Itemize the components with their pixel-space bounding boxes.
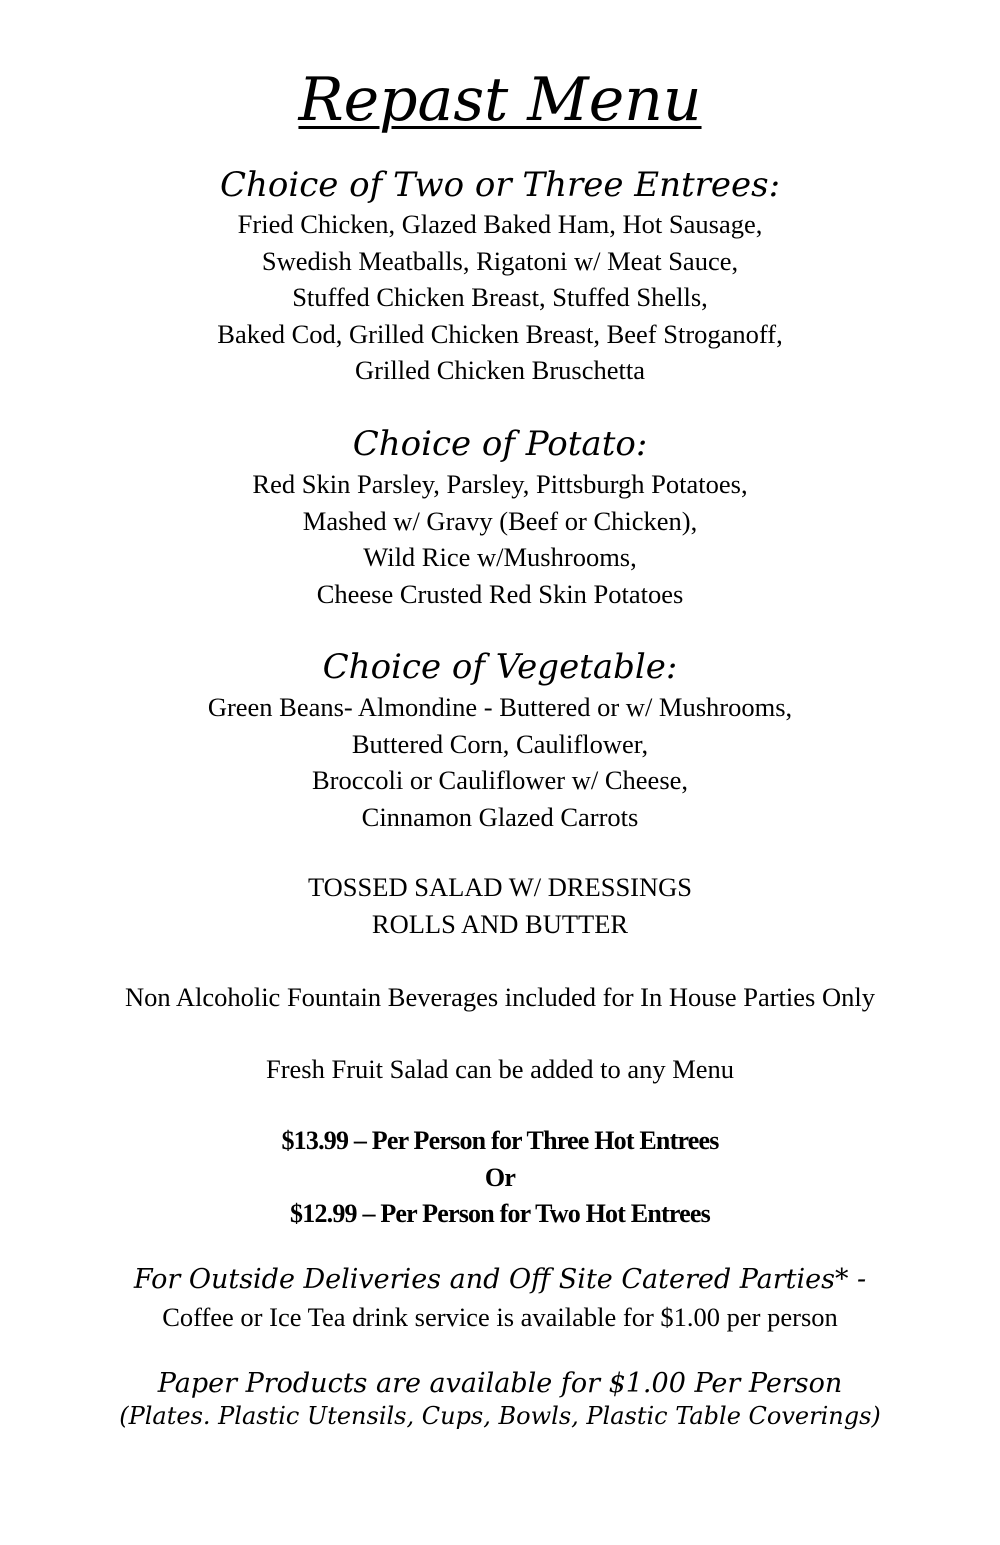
potato-line: Mashed w/ Gravy (Beef or Chicken), <box>302 505 698 536</box>
vegetable-line: Broccoli or Cauliflower w/ Cheese, <box>311 765 689 795</box>
potato-line: Red Skin Parsley, Parsley, Pittsburgh Potatoes, <box>252 469 748 499</box>
potato-heading: Choice of Potato: <box>352 424 648 464</box>
entrees-list <box>0 206 1000 389</box>
fruit-note: Fresh Fruit Salad can be added to any Menu <box>265 1054 735 1084</box>
price-or: Or <box>484 1163 516 1192</box>
paper-heading: Paper Products are available for $1.00 Per Person <box>157 1368 843 1399</box>
outside-heading: For Outside Deliveries and Off Site Catered Parties* - <box>133 1264 867 1295</box>
price-three-entrees: $13.99 – Per Person for Three Hot Entrees <box>281 1126 719 1155</box>
vegetable-line: Cinnamon Glazed Carrots <box>361 801 639 832</box>
outside-text: Coffee or Ice Tea drink service is available for $1.00 per person <box>162 1302 838 1332</box>
vegetable-line: Buttered Corn, Cauliflower, <box>351 728 649 759</box>
potato-list <box>0 466 1000 612</box>
extra-line: TOSSED SALAD W/ DRESSINGS <box>307 872 693 902</box>
potato-line: Wild Rice w/Mushrooms, <box>363 542 637 572</box>
entrees-heading: Choice of Two or Three Entrees: <box>219 165 781 205</box>
entree-line: Swedish Meatballs, Rigatoni w/ Meat Sauce, <box>261 245 739 276</box>
vegetable-line: Green Beans- Almondine - Buttered or w/ Mushrooms, <box>207 692 793 722</box>
entree-line: Fried Chicken, Glazed Baked Ham, Hot Sausage, <box>237 209 763 239</box>
extra-line: ROLLS AND BUTTER <box>371 908 629 939</box>
vegetable-heading: Choice of Vegetable: <box>322 647 678 687</box>
paper-details: (Plates. Plastic Utensils, Cups, Bowls, Plastic Table Coverings) <box>119 1402 881 1430</box>
price-two-entrees: $12.99 – Per Person for Two Hot Entrees <box>290 1199 710 1228</box>
menu-title: Repast Menu <box>298 65 702 135</box>
entree-line: Stuffed Chicken Breast, Stuffed Shells, <box>292 282 708 312</box>
beverages-note: Non Alcoholic Fountain Beverages included for In House Parties Only <box>125 982 875 1012</box>
vegetable-list <box>0 689 1000 835</box>
potato-line: Cheese Crusted Red Skin Potatoes <box>316 578 684 609</box>
entree-line: Baked Cod, Grilled Chicken Breast, Beef Stroganoff, <box>217 318 783 349</box>
extras-list <box>0 869 1000 942</box>
entree-line: Grilled Chicken Bruschetta <box>355 355 645 385</box>
